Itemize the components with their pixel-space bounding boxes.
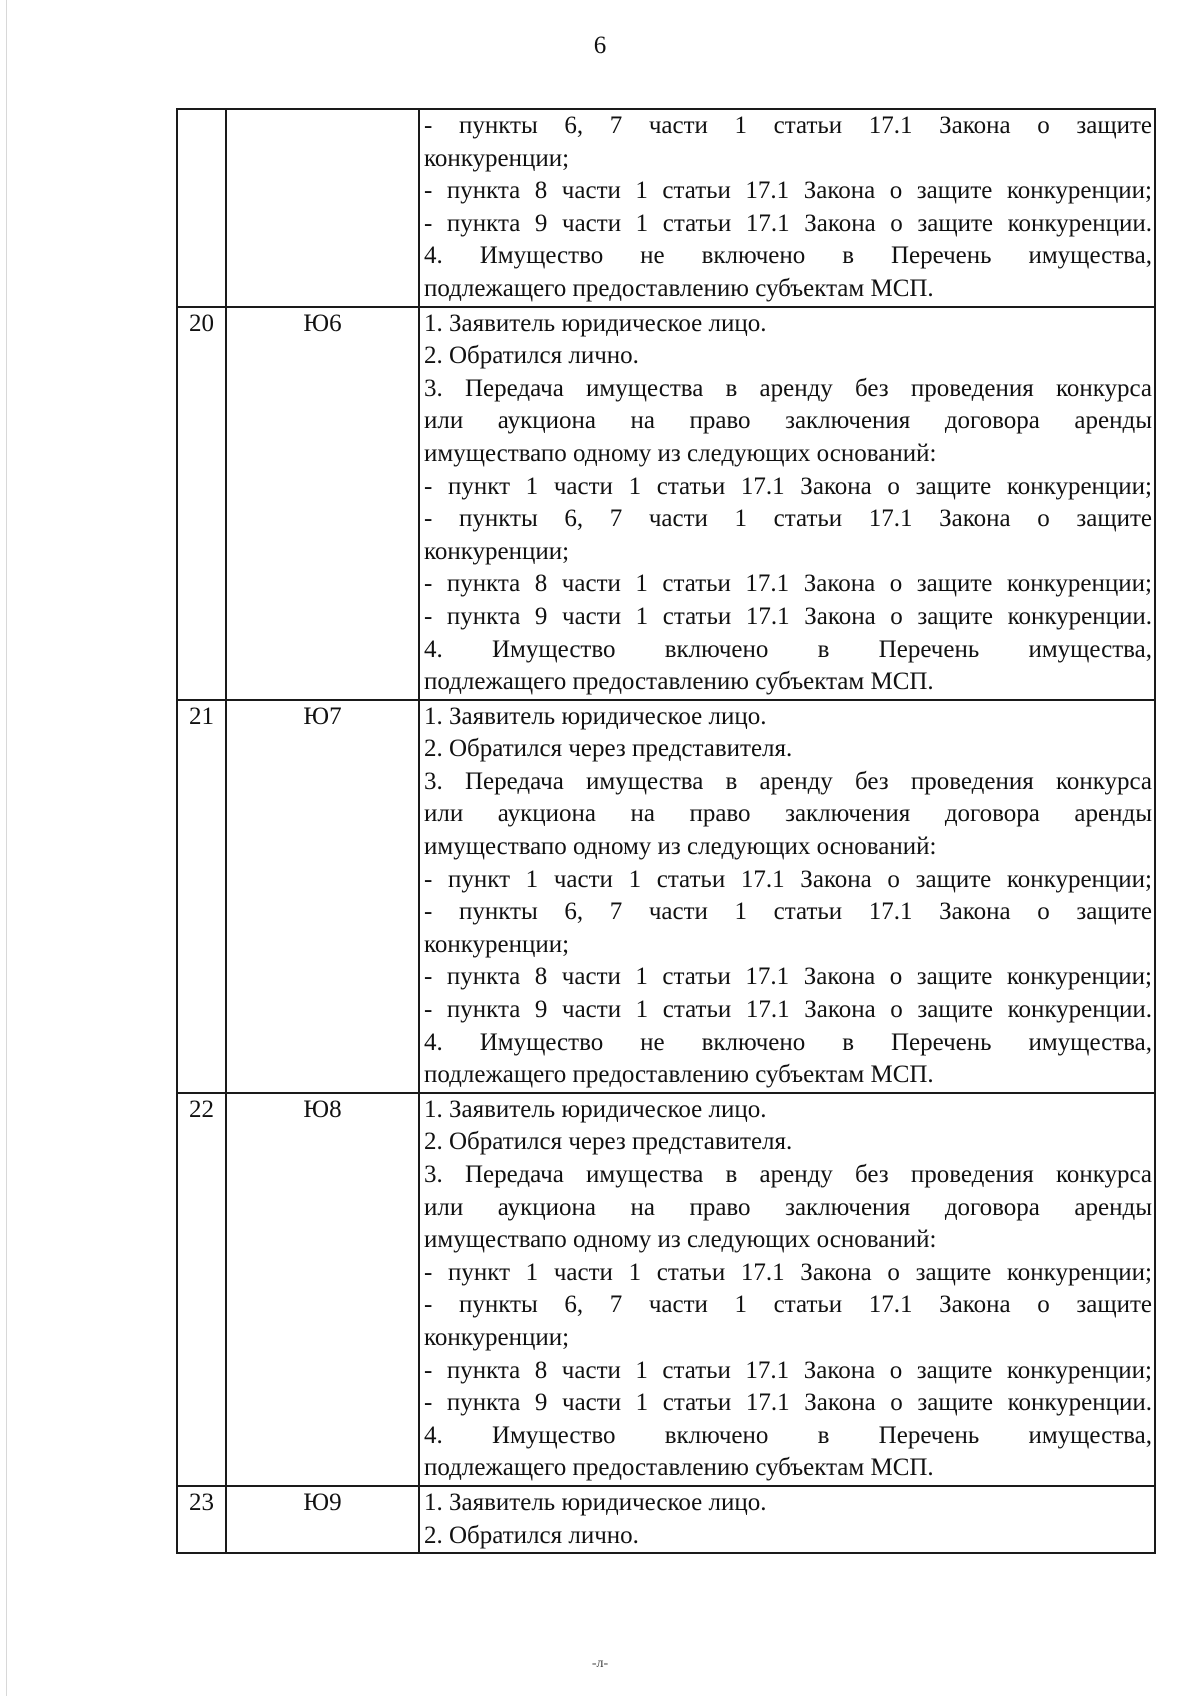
condition-line: 1. Заявитель юридическое лицо. bbox=[424, 1488, 767, 1516]
row-code-cell bbox=[226, 109, 419, 307]
condition-line: или аукциона на право заключения договора аренды bbox=[424, 1193, 1152, 1221]
condition-line: - пункта 8 части 1 статьи 17.1 Закона о защите конкуренции; bbox=[424, 1356, 1152, 1384]
row-conditions-cell bbox=[419, 700, 1155, 1093]
row-conditions-cell bbox=[419, 109, 1155, 307]
condition-line: - пункты 6, 7 части 1 статьи 17.1 Закона о защите bbox=[424, 898, 1152, 926]
row-number-cell: 21 bbox=[177, 700, 226, 1093]
condition-line: - пункт 1 части 1 статьи 17.1 Закона о защите конкуренции; bbox=[424, 472, 1152, 500]
row-number-cell bbox=[177, 109, 226, 307]
condition-line: конкуренции; bbox=[424, 144, 570, 172]
condition-line: 4. Имущество включено в Перечень имущества, bbox=[424, 1421, 1152, 1449]
row-conditions-cell bbox=[419, 1486, 1155, 1553]
row-number-cell: 23 bbox=[177, 1486, 226, 1553]
condition-line: или аукциона на право заключения договора аренды bbox=[424, 407, 1152, 435]
condition-line: - пункта 9 части 1 статьи 17.1 Закона о защите конкуренции. bbox=[424, 602, 1152, 630]
condition-line: - пункта 9 части 1 статьи 17.1 Закона о защите конкуренции. bbox=[424, 209, 1152, 237]
condition-line: имуществапо одному из следующих оснований: bbox=[424, 1226, 937, 1254]
condition-line: конкуренции; bbox=[424, 1323, 570, 1351]
condition-line: 1. Заявитель юридическое лицо. bbox=[424, 1095, 767, 1123]
condition-line: - пункт 1 части 1 статьи 17.1 Закона о защите конкуренции; bbox=[424, 1258, 1152, 1286]
row-code-cell: Ю6 bbox=[226, 307, 419, 700]
condition-line: 2. Обратился лично. bbox=[424, 342, 639, 370]
condition-line: - пункта 9 части 1 статьи 17.1 Закона о защите конкуренции. bbox=[424, 996, 1152, 1024]
condition-line: конкуренции; bbox=[424, 930, 570, 958]
row-number-cell: 22 bbox=[177, 1093, 226, 1486]
condition-line: 2. Обратился лично. bbox=[424, 1521, 639, 1549]
condition-line: или аукциона на право заключения договора аренды bbox=[424, 800, 1152, 828]
condition-line: 4. Имущество не включено в Перечень имущества, bbox=[424, 242, 1152, 270]
row-conditions-cell bbox=[419, 1093, 1155, 1486]
condition-line: 2. Обратился через представителя. bbox=[424, 735, 793, 763]
condition-line: 2. Обратился через представителя. bbox=[424, 1128, 793, 1156]
condition-line: 4. Имущество не включено в Перечень имущества, bbox=[424, 1028, 1152, 1056]
condition-line: - пункта 8 части 1 статьи 17.1 Закона о защите конкуренции; bbox=[424, 963, 1152, 991]
condition-line: - пункта 9 части 1 статьи 17.1 Закона о защите конкуренции. bbox=[424, 1389, 1152, 1417]
condition-line: - пункт 1 части 1 статьи 17.1 Закона о защите конкуренции; bbox=[424, 865, 1152, 893]
condition-line: 3. Передача имущества в аренду без проведения конкурса bbox=[424, 767, 1152, 795]
condition-line: подлежащего предоставлению субъектам МСП. bbox=[424, 1454, 934, 1482]
page-number: 6 bbox=[593, 32, 607, 59]
table-row bbox=[177, 1093, 1155, 1486]
condition-line: 1. Заявитель юридическое лицо. bbox=[424, 309, 767, 337]
condition-line: конкуренции; bbox=[424, 537, 570, 565]
condition-line: имуществапо одному из следующих оснований: bbox=[424, 439, 937, 467]
footer-mark: -л- bbox=[591, 1656, 609, 1671]
condition-line: - пункты 6, 7 части 1 статьи 17.1 Закона о защите bbox=[424, 1291, 1152, 1319]
table-body bbox=[177, 109, 1155, 1553]
condition-line: подлежащего предоставлению субъектам МСП. bbox=[424, 668, 934, 696]
row-code-cell: Ю7 bbox=[226, 700, 419, 1093]
condition-line: подлежащего предоставлению субъектам МСП. bbox=[424, 274, 934, 302]
condition-line: - пункта 8 части 1 статьи 17.1 Закона о защите конкуренции; bbox=[424, 177, 1152, 205]
condition-line: 4. Имущество включено в Перечень имущества, bbox=[424, 635, 1152, 663]
condition-line: имуществапо одному из следующих оснований: bbox=[424, 833, 937, 861]
condition-line: 3. Передача имущества в аренду без проведения конкурса bbox=[424, 1161, 1152, 1188]
condition-line: - пункта 8 части 1 статьи 17.1 Закона о защите конкуренции; bbox=[424, 570, 1152, 598]
condition-line: - пункты 6, 7 части 1 статьи 17.1 Закона о защите bbox=[424, 112, 1152, 139]
row-code-cell: Ю8 bbox=[226, 1093, 419, 1486]
condition-line: подлежащего предоставлению субъектам МСП. bbox=[424, 1061, 934, 1089]
table-row bbox=[177, 109, 1155, 307]
scan-edge-line bbox=[6, 0, 7, 1696]
condition-line: - пункты 6, 7 части 1 статьи 17.1 Закона о защите bbox=[424, 505, 1152, 533]
table-row bbox=[177, 1486, 1155, 1553]
row-number-cell: 20 bbox=[177, 307, 226, 700]
criteria-table bbox=[176, 108, 1156, 1554]
row-code-cell: Ю9 bbox=[226, 1486, 419, 1553]
condition-line: 3. Передача имущества в аренду без проведения конкурса bbox=[424, 374, 1152, 402]
condition-line: 1. Заявитель юридическое лицо. bbox=[424, 702, 767, 730]
row-conditions-cell bbox=[419, 307, 1155, 700]
table-row bbox=[177, 700, 1155, 1093]
table-row bbox=[177, 307, 1155, 700]
